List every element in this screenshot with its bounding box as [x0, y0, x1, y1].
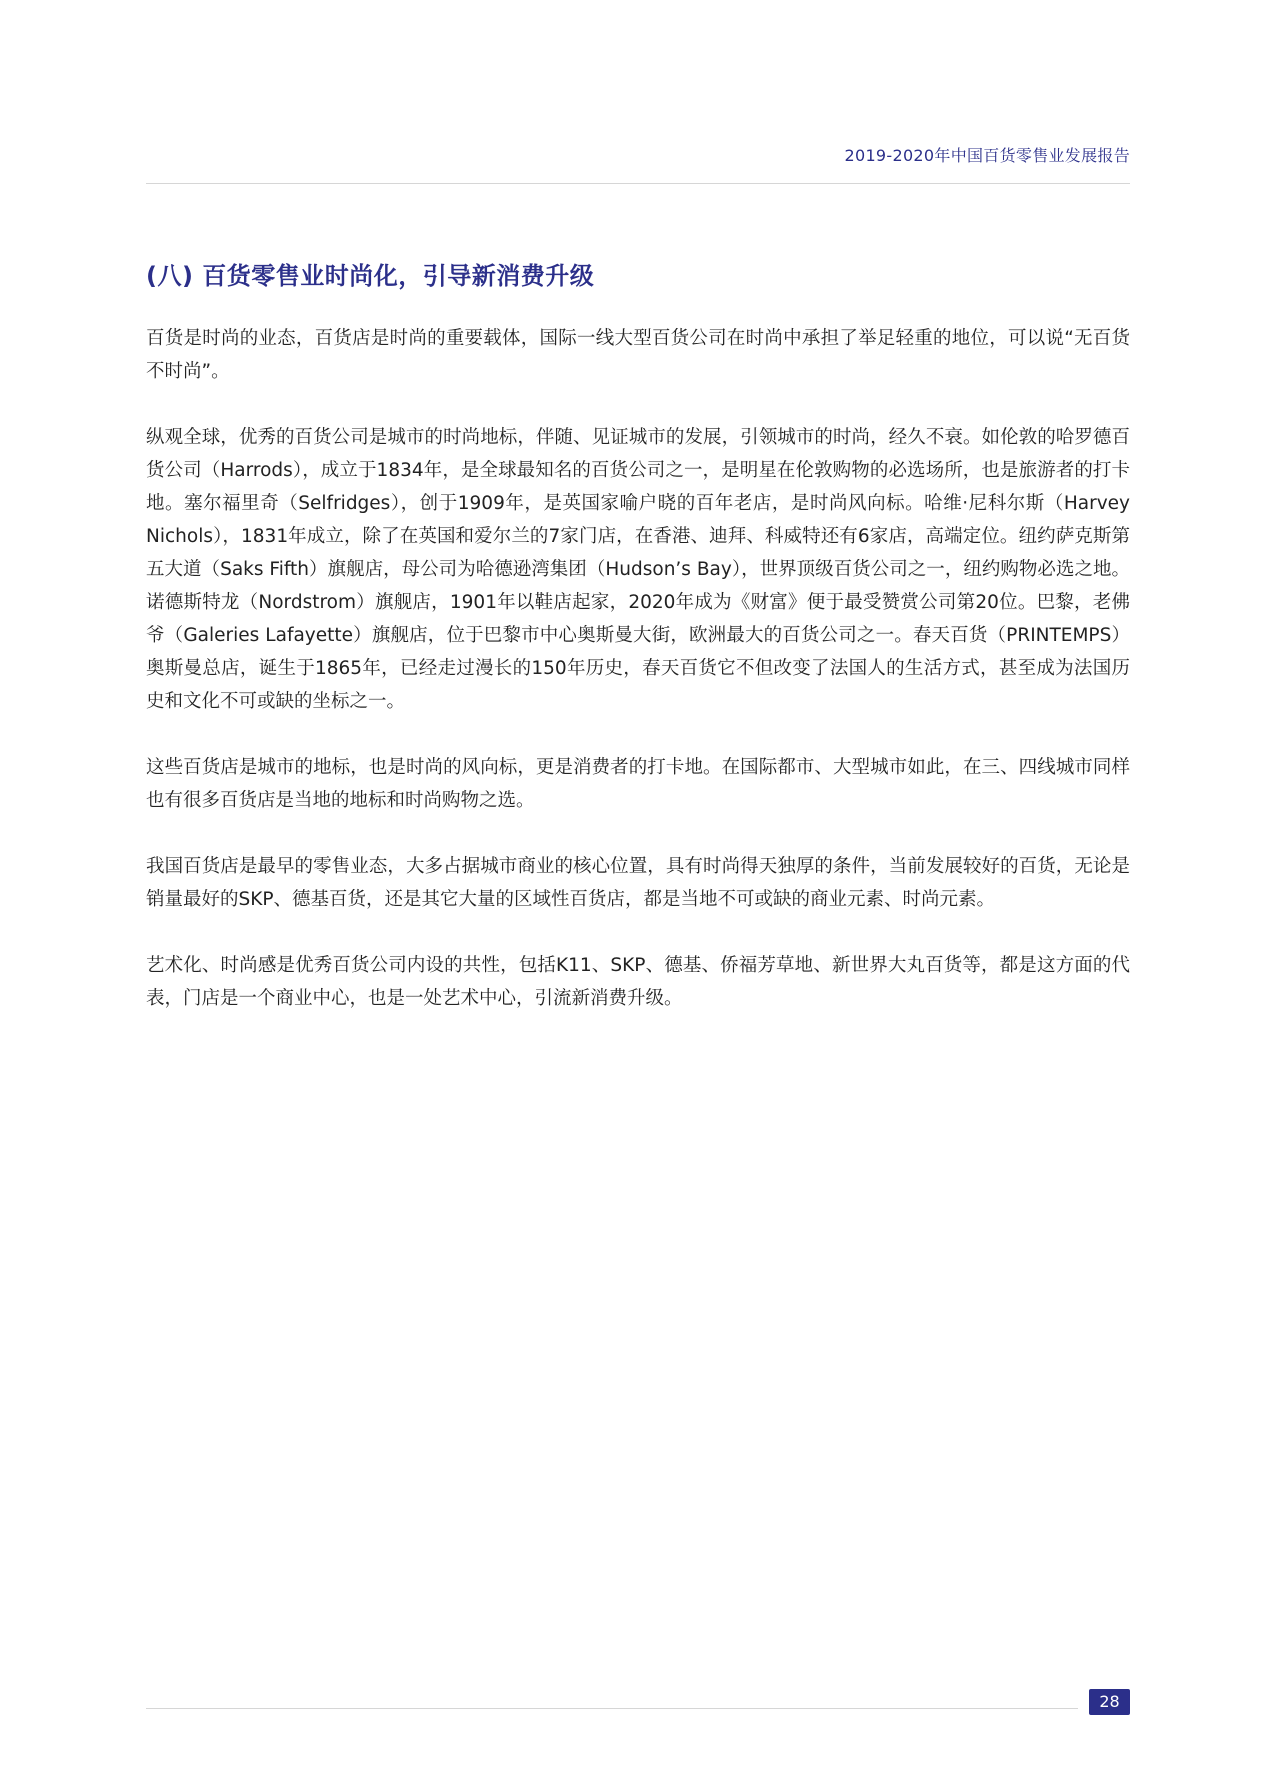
section-title: (八) 百货零售业时尚化，引导新消费升级 [146, 262, 595, 290]
running-header: 2019-2020年中国百货零售业发展报告 [844, 146, 1130, 165]
page-number-badge: 28 [1089, 1689, 1130, 1715]
paragraph: 我国百货店是最早的零售业态，大多占据城市商业的核心位置，具有时尚得天独厚的条件，当前发展较好的百货，无论是销量最好的SKP、德基百货，还是其它大量的区域性百货店，都是当地不可或缺的商业元素、时尚元素。 [146, 856, 1130, 910]
header-divider [146, 183, 1130, 184]
footer-divider [146, 1708, 1078, 1709]
paragraph: 百货是时尚的业态，百货店是时尚的重要载体，国际一线大型百货公司在时尚中承担了举足轻重的地位，可以说“无百货不时尚”。 [146, 328, 1130, 382]
body-text [146, 322, 1130, 1048]
paragraph: 这些百货店是城市的地标，也是时尚的风向标，更是消费者的打卡地。在国际都市、大型城市如此，在三、四线城市同样也有很多百货店是当地的地标和时尚购物之选。 [146, 757, 1130, 811]
paragraph: 艺术化、时尚感是优秀百货公司内设的共性，包括K11、SKP、德基、侨福芳草地、新世界大丸百货等，都是这方面的代表，门店是一个商业中心，也是一处艺术中心，引流新消费升级。 [146, 955, 1130, 1009]
paragraph: 纵观全球，优秀的百货公司是城市的时尚地标，伴随、见证城市的发展，引领城市的时尚，经久不衰。如伦敦的哈罗德百货公司（Harrods），成立于1834年，是全球最知名的百货公司之一，是明星在伦敦购物的必选场所，也是旅游者的打卡地。塞尔福里奇（Selfridges），创于1909年，是英国家喻户晓的百年老店，是时尚风向标。哈维·尼科尔斯（Harvey Nichols），1831年成立，除了在英国和爱尔兰的7家门店，在香港、迪拜、科威特还有6家店，高端定位。纽约萨克斯第五大道（Saks Fifth）旗舰店，母公司为哈德逊湾集团（Hudson’s Bay），世界顶级百货公司之一，纽约购物必选之地。诺德斯特龙（Nordstrom）旗舰店，1901年以鞋店起家，2020年成为《财富》便于最受赞赏公司第20位。巴黎，老佛爷（Galeries Lafayette）旗舰店，位于巴黎市中心奥斯曼大街，欧洲最大的百货公司之一。春天百货（PRINTEMPS）奥斯曼总店，诞生于1865年，已经走过漫长的150年历史，春天百货它不但改变了法国人的生活方式，甚至成为法国历史和文化不可或缺的坐标之一。 [146, 427, 1130, 712]
